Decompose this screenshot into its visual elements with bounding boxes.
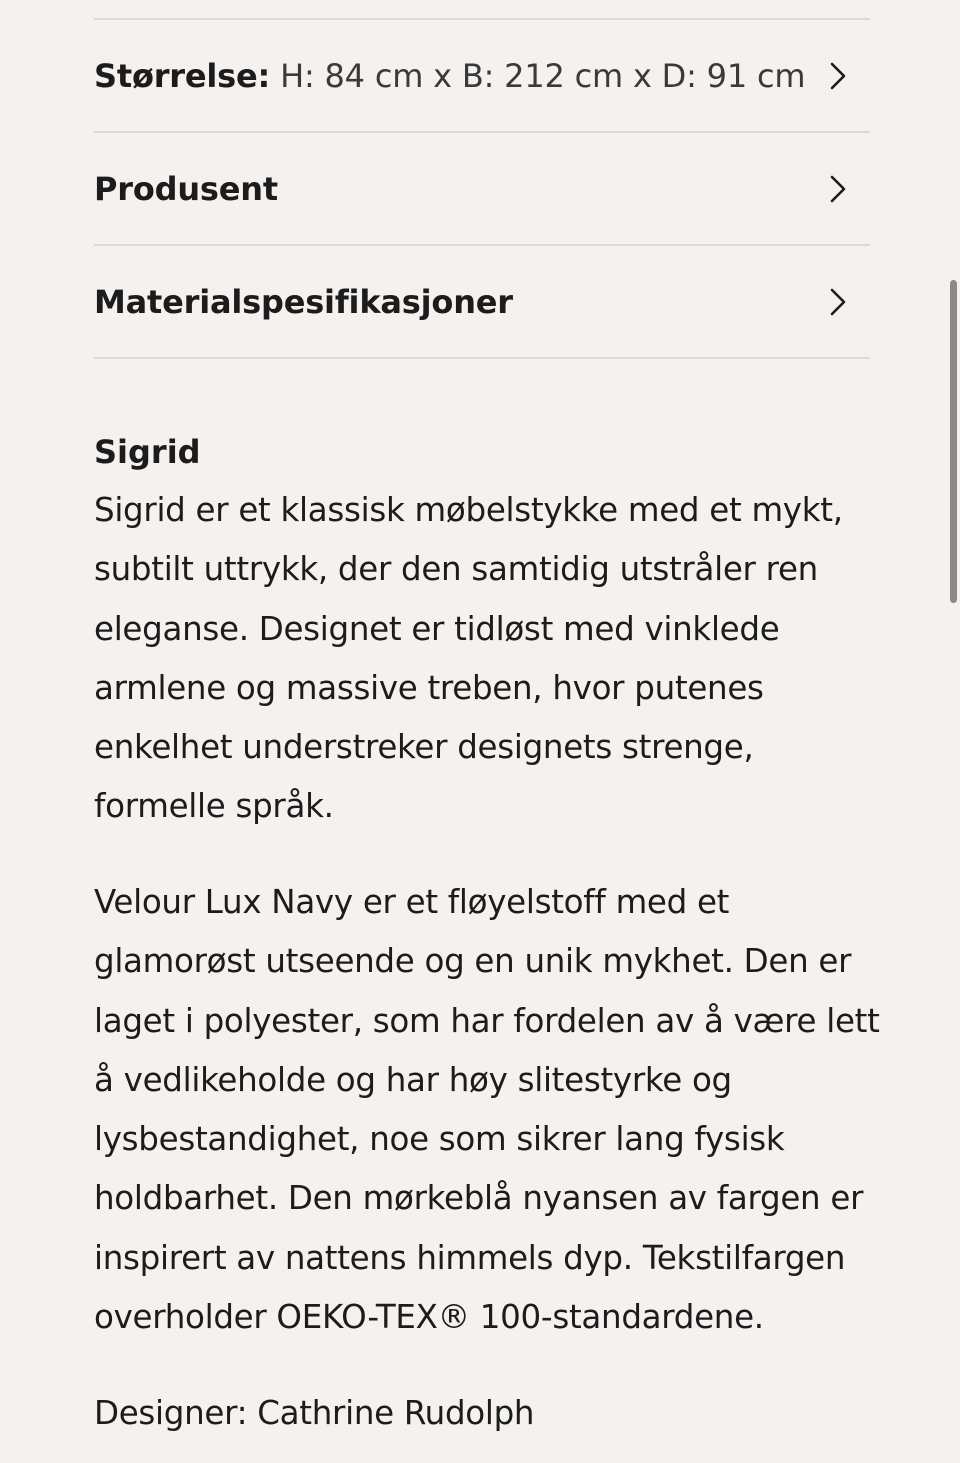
divider — [94, 357, 870, 359]
size-row-text — [94, 56, 806, 95]
accordion-size[interactable] — [94, 20, 870, 131]
size-value: H: 84 cm x B: 212 cm x D: 91 cm — [280, 56, 806, 95]
materials-row-text — [94, 282, 513, 321]
product-description: Sigrid er et klassisk møbelstykke med et mykt, subtilt uttrykk, der den samtidig utstråler ren eleganse. Designet er tidløst med vinklede armlene og massive treben, hvor putenes enkelhet understreker designets strenge, formelle språk. — [94, 491, 843, 826]
manufacturer-label: Produsent — [94, 169, 278, 208]
accordion-materials[interactable] — [94, 246, 870, 357]
chevron-right-icon — [826, 173, 848, 205]
scrollbar-thumb[interactable] — [950, 280, 957, 603]
product-name: Sigrid — [94, 433, 201, 471]
manufacturer-row-text — [94, 169, 278, 208]
chevron-right-icon — [826, 286, 848, 318]
accordion-manufacturer[interactable] — [94, 133, 870, 244]
designer-credit: Designer: Cathrine Rudolph — [94, 1394, 535, 1432]
chevron-right-icon — [826, 60, 848, 92]
size-label: Størrelse: — [94, 56, 271, 95]
materials-label: Materialspesifikasjoner — [94, 282, 513, 321]
fabric-description: Velour Lux Navy er et fløyelstoff med et glamorøst utseende og en unik mykhet. Den er laget i polyester, som har fordelen av å være lett å vedlikeholde og har høy slitestyrke og lysbestandighet, noe som sikrer lang fysisk holdbarhet. Den mørkeblå nyansen av fargen er inspirert av nattens himmels dyp. Tekstilfargen overholder OEKO-TEX® 100-standardene. — [94, 883, 880, 1337]
product-details — [94, 0, 880, 1432]
